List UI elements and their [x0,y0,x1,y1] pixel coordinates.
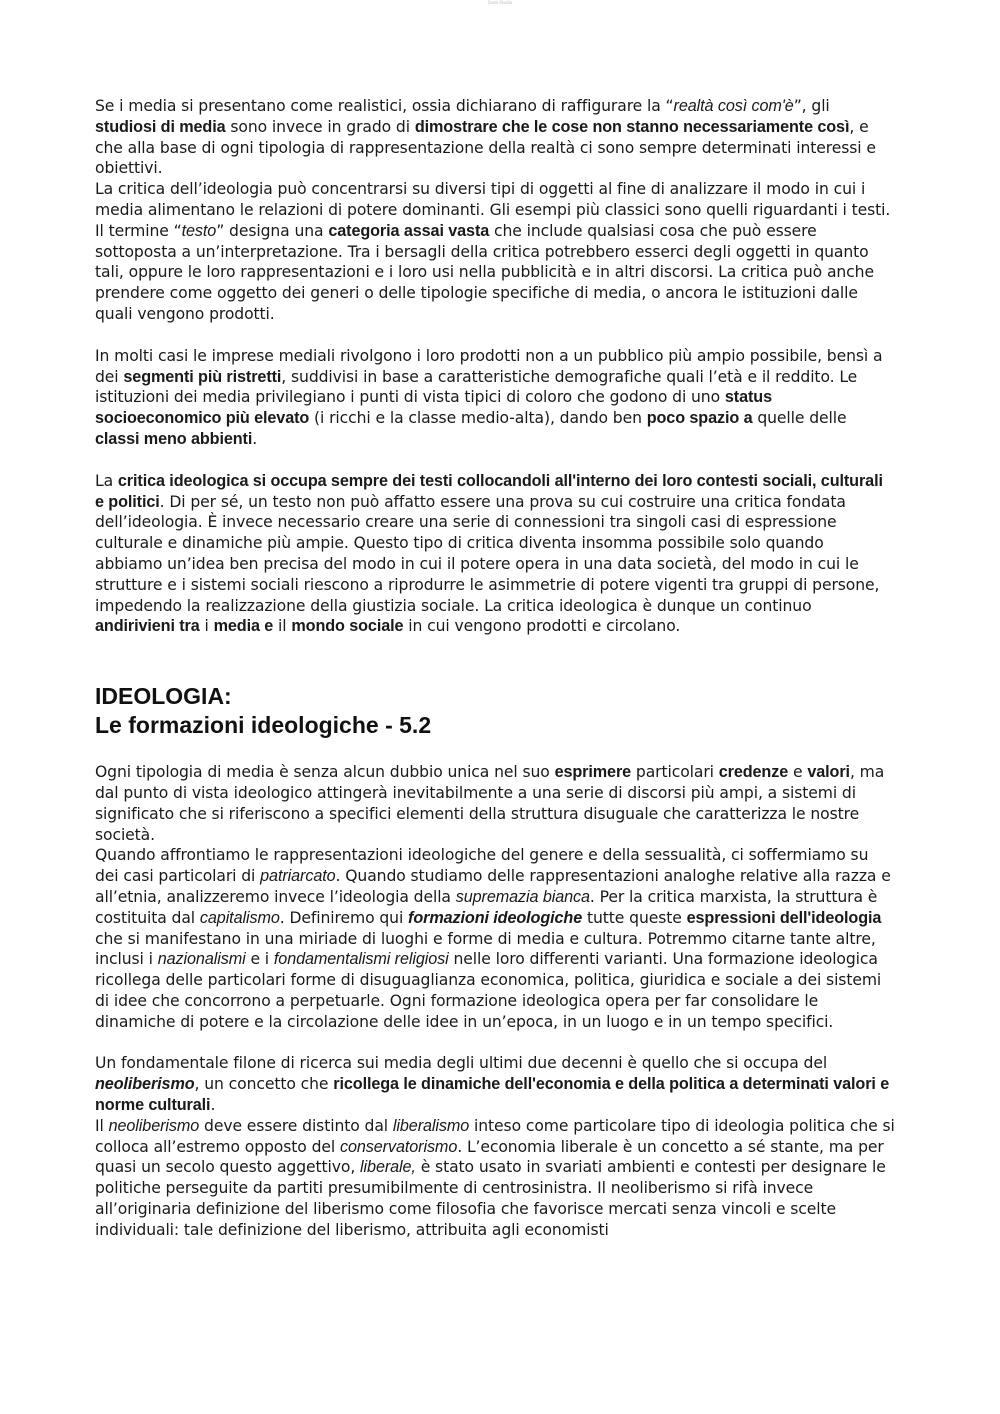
bold-text: classi meno abbienti [95,429,253,448]
paragraph [95,346,895,450]
text-run: , un concetto che [194,1075,334,1094]
italic-text: fondamentalismi religiosi [273,950,449,969]
text-run: . Quando studiamo delle rappresentazioni analoghe relative alla razza e all’etnia, analizzeremo invece l’ideologia della [95,867,891,906]
section-heading [95,682,895,740]
bold-text: andirivieni tra [95,617,200,636]
text-run: . L’economia liberale è un concetto a sé stante, ma per quasi un secolo questo aggettivo, [95,1137,884,1177]
text-run: in cui vengono prodotti e circolano. [403,617,681,636]
paragraph [95,1053,895,1115]
text-run: i [199,617,214,636]
text-run: . [252,429,258,448]
text-run: (i ricchi e la classe medio-alta), dando ben [309,409,647,428]
bold-text: esprimere [554,763,632,782]
text-run: La [95,471,118,490]
text-run: quelle delle [752,409,847,428]
italic-text: testo [181,221,217,240]
text-run: deve essere distinto dal [199,1116,393,1135]
text-run: Se i media si presentano come realistici, ossia dichiarano di raffigurare la “ [95,97,674,115]
italic-text: patriarcato [260,867,336,886]
heading-line-2: Le formazioni ideologiche - 5.2 [95,712,432,739]
text-run: , suddivisi in base a caratteristiche demografiche quali l’età e il reddito. Le istituzioni dei media privilegiano i punti di vista tipici di coloro che godono di uno [95,367,858,407]
text-run: inteso come particolare tipo di ideologia politica che si colloca all’estremo opposto del [95,1116,895,1156]
bold-text: critica ideologica si occupa sempre dei testi collocandoli all'interno dei loro contesti sociali, culturali e politici [95,471,883,511]
bold-italic-text: neoliberismo [95,1075,195,1094]
italic-text: liberale, [360,1158,416,1177]
text-run: Quando affrontiamo le rappresentazioni ideologiche del genere e della sessualità, ci soffermiamo su dei casi particolari di [95,846,869,886]
text-run: è stato usato in svariati ambienti e contesti per designare le politiche perseguite da partiti presumibilmente di centrosinistra. Il neoliberismo si rifà invece all’originaria definizione del liberismo come filosofia che favorisce mercati senza vincoli e scelte individuali: tale definizione del liberismo, attribuita agli economisti [95,1158,886,1239]
bold-text: credenze [718,763,789,782]
bold-text: segmenti più ristretti [123,367,282,386]
paragraph [95,762,895,845]
bold-italic-text: formazioni ideologiche [408,908,583,927]
text-run: Il [95,1116,109,1135]
text-run: ”, gli [793,97,830,115]
paragraph [95,471,895,637]
watermark: Sanb-Studio [487,0,513,5]
text-run: . Di per sé, un testo non può affatto essere una prova su cui costruire una critica fondata dell’ideologia. È invece necessario creare una serie di connessioni tra singoli casi di espressione culturale e dinamiche più ampie. Questo tipo di critica diventa insomma possibile solo quando abbiamo un’idea ben precisa del modo in cui il potere opera in una data società, del modo in cui le strutture e i sistemi sociali riescono a riprodurre le asimmetrie di potere vigenti tra gruppi di persone, impedendo la realizzazione della giustizia sociale. La critica ideologica è dunque un continuo [95,492,880,615]
bold-text: ricollega le dinamiche dell'economia e della politica a determinati valori e norme culturali [95,1075,890,1115]
paragraph [95,1116,895,1241]
text-run: il [273,617,292,636]
italic-text: neoliberismo [108,1116,200,1135]
text-run: , ma dal punto di vista ideologico attingerà inevitabilmente a una serie di discorsi più ampi, a sistemi di significato che si riferiscono a specifici elementi della struttura disuguale che caratterizza le nostre società. [95,763,885,844]
bold-text: espressioni dell'ideologia [686,908,882,927]
bold-text: media e [213,617,274,636]
bold-text: dimostrare che le cose non stanno necessariamente così [414,117,850,136]
text-run: La critica dell’ideologia può concentrarsi su diversi tipi di oggetti al fine di analizzare il modo in cui i media alimentano le relazioni di potere dominanti. Gli esempi più classici sono quelli riguardanti i testi. Il termine “ [95,180,891,240]
text-run: che si manifestano in una miriade di luoghi e forme di media e cultura. Potremmo citarne tante altre, inclusi i [95,929,876,969]
bold-text: categoria assai vasta [328,221,490,240]
text-run: particolari [631,763,719,782]
text-run: tutte queste [582,908,687,927]
bold-text: status socioeconomico più elevato [95,388,772,428]
document-page [95,96,895,1241]
text-run: nelle loro differenti varianti. Una formazione ideologica ricollega delle particolari forme di disuguaglianza economica, politica, giuridica e sociale a dei sistemi di idee che concorrono a perpetuarle. Ogni formazione ideologica opera per far consolidare le dinamiche di potere e la circolazione delle idee in un’epoca, in un luogo e in un tempo specifici. [95,950,882,1031]
text-run: e i [245,950,274,969]
text-run: . Per la critica marxista, la struttura è costituita dal [95,887,878,927]
bold-text: poco spazio a [646,409,753,428]
bold-text: valori [807,763,850,782]
text-run: sono invece in grado di [225,117,415,136]
italic-text: conservatorismo [339,1137,458,1156]
text-run: . [210,1096,216,1115]
text-run: , e che alla base di ogni tipologia di rappresentazione della realtà ci sono sempre determinati interessi e obiettivi. [95,117,876,178]
text-run: che include qualsiasi cosa che può essere sottoposta a un’interpretazione. Tra i bersagli della critica potrebbero esserci degli oggetti in quanto tali, oppure le loro rappresentazioni e i loro usi nella pubblicità e in altri discorsi. La critica può anche prendere come oggetto dei generi o delle tipologie specifiche di media, o ancora le istituzioni dalle quali vengono prodotti. [95,221,874,323]
paragraph [95,845,895,1032]
text-run: Ogni tipologia di media è senza alcun dubbio unica nel suo [95,763,555,782]
bold-text: studiosi di media [95,117,226,136]
heading-line-1: IDEOLOGIA: [95,683,232,710]
text-run: . Definiremo qui [279,908,409,927]
italic-text: nazionalismi [157,950,246,969]
italic-text: liberalismo [392,1116,470,1135]
italic-text: supremazia bianca [455,887,590,906]
text-run: Un fondamentale filone di ricerca sui media degli ultimi due decenni è quello che si occupa del [95,1054,828,1073]
text-run: e [788,763,808,782]
italic-text: realtà così com'è [673,97,794,115]
paragraph [95,96,895,179]
italic-text: capitalismo [199,908,280,927]
text-run: In molti casi le imprese mediali rivolgono i loro prodotti non a un pubblico più ampio possibile, bensì a dei [95,346,883,386]
paragraph [95,179,895,325]
text-run: ” designa una [216,221,329,240]
bold-text: mondo sociale [291,617,404,636]
